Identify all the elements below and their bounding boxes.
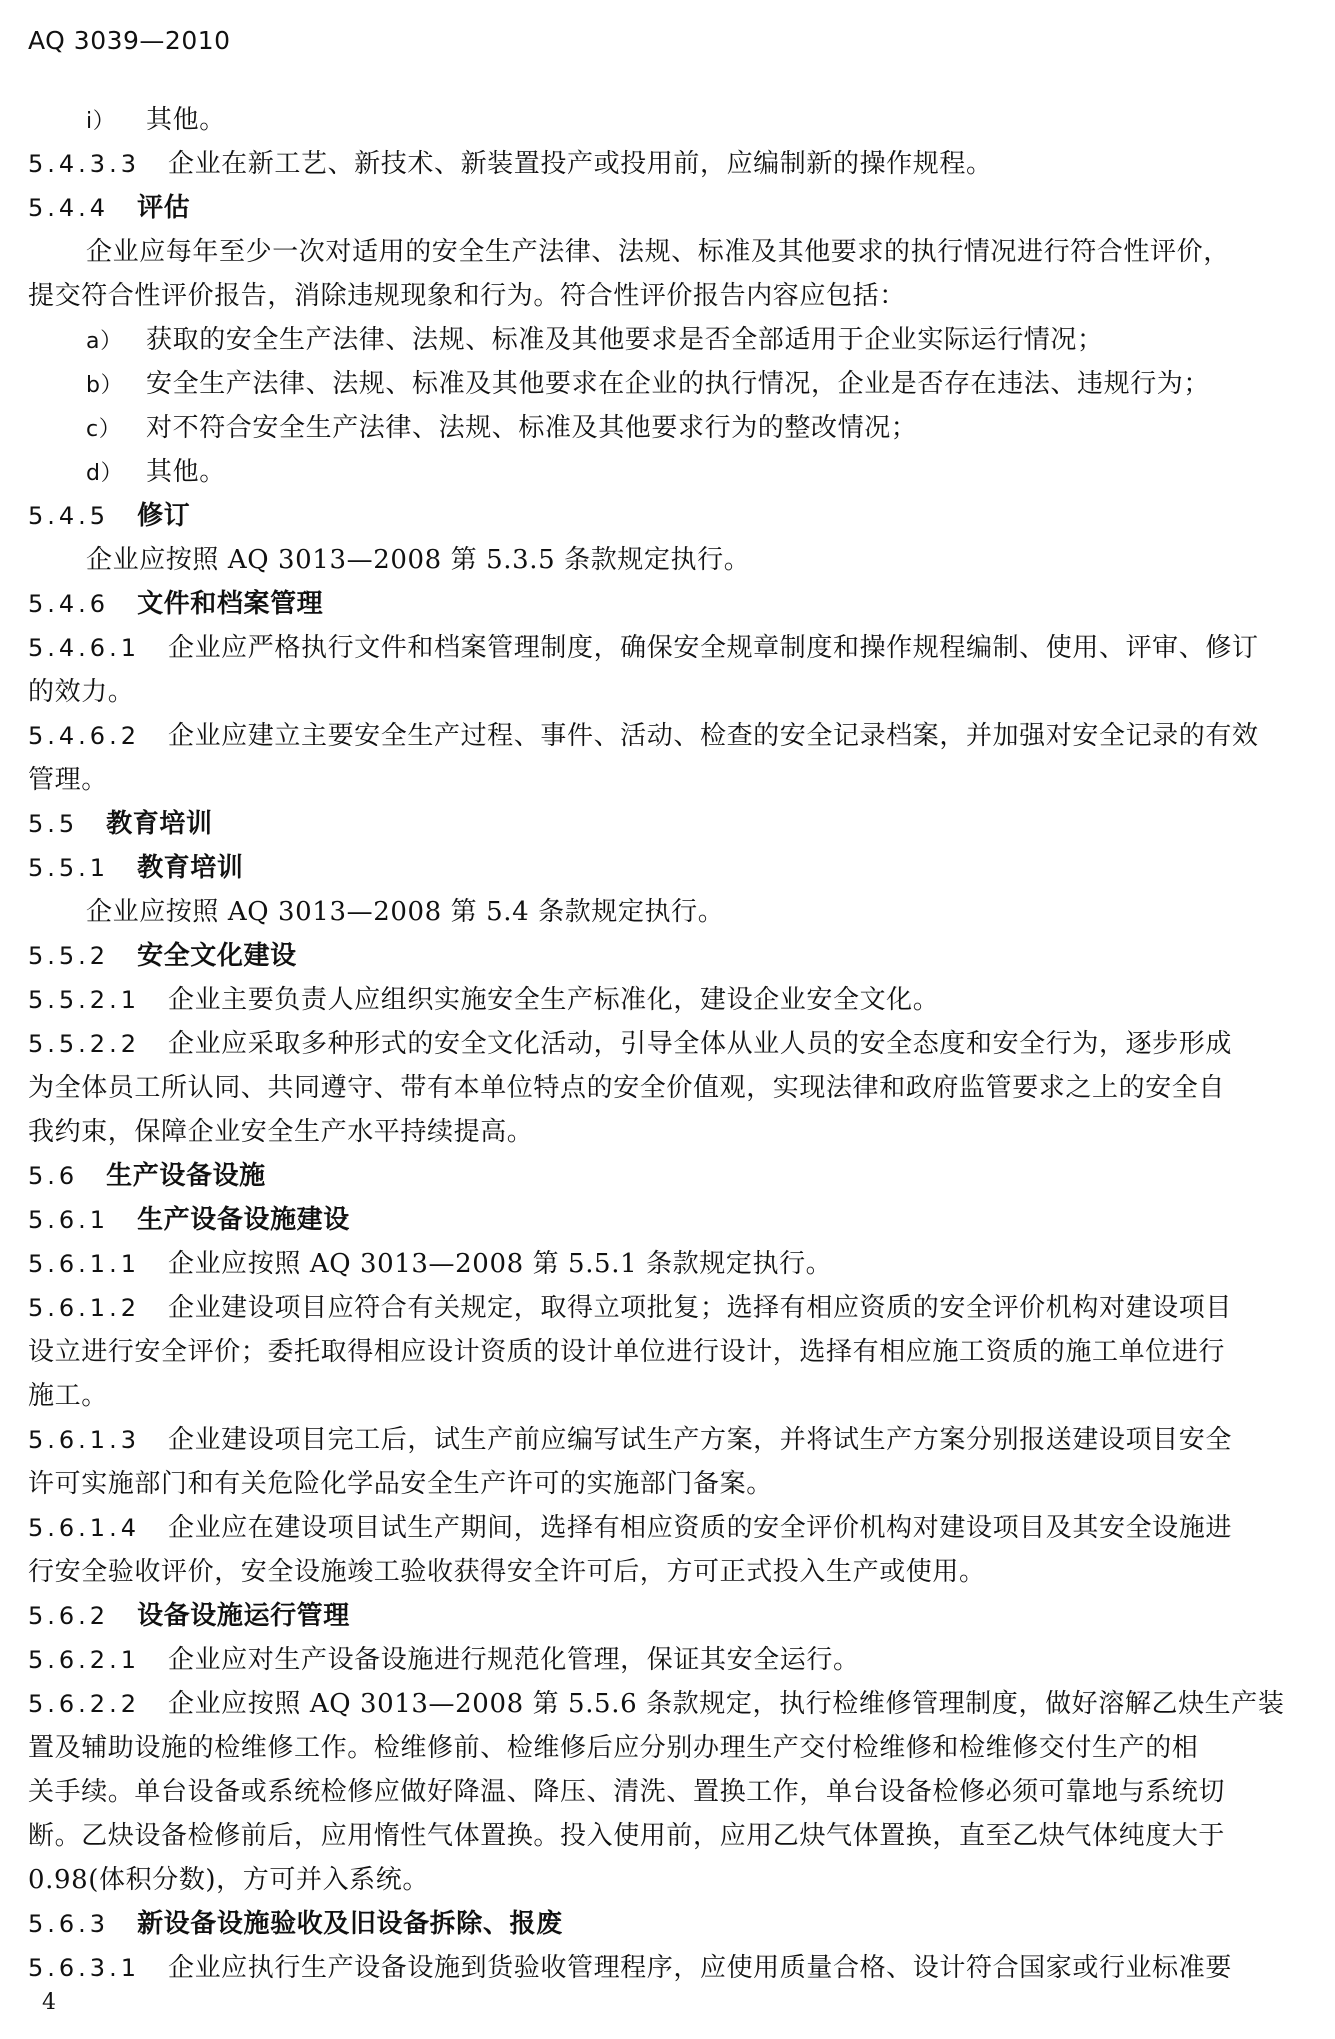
clause-text: 企业建设项目应符合有关规定，取得立项批复；选择有相应资质的安全评价机构对建设项目 xyxy=(167,1293,1232,1323)
clause-number: 5.6.1.2 xyxy=(28,1294,140,1322)
clause-text: 企业主要负责人应组织实施安全生产标准化，建设企业安全文化。 xyxy=(167,985,940,1015)
clause-text: 企业应按照 AQ 3013—2008 第 5.5.6 条款规定，执行检维修管理制度，做好溶解乙炔生产装 xyxy=(167,1689,1285,1719)
clause-text: 企业在新工艺、新技术、新装置投产或投用前，应编制新的操作规程。 xyxy=(167,149,993,179)
section-title: 设备设施运行管理 xyxy=(137,1601,350,1631)
section-title: 评估 xyxy=(137,193,191,223)
list-text: 获取的安全生产法律、法规、标准及其他要求是否全部适用于企业实际运行情况； xyxy=(146,325,1104,355)
clause-number: 5.6.1.4 xyxy=(28,1514,140,1542)
paragraph-line: 提交符合性评价报告，消除违规现象和行为。符合性评价报告内容应包括： xyxy=(28,281,906,311)
clause-text: 企业应执行生产设备设施到货验收管理程序，应使用质量合格、设计符合国家或行业标准要 xyxy=(167,1953,1232,1983)
section-number: 5.5.1 xyxy=(28,854,110,882)
section-number: 5.6 xyxy=(28,1162,79,1190)
clause-number: 5.6.2.1 xyxy=(28,1646,140,1674)
list-marker: c） xyxy=(86,417,122,442)
list-marker: d） xyxy=(86,461,124,486)
section-heading xyxy=(28,802,1308,846)
list-text: 其他。 xyxy=(146,105,226,135)
clause xyxy=(28,1946,1308,1990)
section-heading xyxy=(28,186,1308,230)
paragraph-line: 的效力。 xyxy=(28,677,135,707)
paragraph-line: 企业应每年至少一次对适用的安全生产法律、法规、标准及其他要求的执行情况进行符合性评价， xyxy=(86,237,1230,267)
section-number: 5.4.6 xyxy=(28,590,110,618)
clause xyxy=(28,1022,1308,1066)
clause-number: 5.6.2.2 xyxy=(28,1690,140,1718)
section-number: 5.4.4 xyxy=(28,194,110,222)
clause xyxy=(28,1506,1308,1550)
list-marker: a） xyxy=(86,329,123,354)
clause xyxy=(28,1418,1308,1462)
clause-text: 企业建设项目完工后，试生产前应编写试生产方案，并将试生产方案分别报送建设项目安全 xyxy=(167,1425,1232,1455)
section-heading xyxy=(28,1594,1308,1638)
clause-number: 5.5.2.2 xyxy=(28,1030,140,1058)
paragraph-line: 0.98(体积分数)，方可并入系统。 xyxy=(28,1865,429,1895)
section-heading xyxy=(28,846,1308,890)
clause-text: 企业应按照 AQ 3013—2008 第 5.5.1 条款规定执行。 xyxy=(167,1249,833,1279)
list-text: 对不符合安全生产法律、法规、标准及其他要求行为的整改情况； xyxy=(146,413,918,443)
clause-text: 企业应对生产设备设施进行规范化管理，保证其安全运行。 xyxy=(167,1645,860,1675)
section-number: 5.6.1 xyxy=(28,1206,110,1234)
clause-number: 5.4.6.1 xyxy=(28,634,140,662)
paragraph-line: 断。乙炔设备检修前后，应用惰性气体置换。投入使用前，应用乙炔气体置换，直至乙炔气体纯度大于 xyxy=(28,1821,1226,1851)
paragraph-line: 我约束，保障企业安全生产水平持续提高。 xyxy=(28,1117,534,1147)
clause-number: 5.6.1.3 xyxy=(28,1426,140,1454)
section-title: 生产设备设施建设 xyxy=(137,1205,350,1235)
page-number: 4 xyxy=(42,1990,56,2015)
section-number: 5.4.5 xyxy=(28,502,110,530)
clause-number: 5.5.2.1 xyxy=(28,986,140,1014)
clause xyxy=(28,1682,1308,1726)
section-title: 教育培训 xyxy=(106,809,213,839)
paragraph-line: 为全体员工所认同、共同遵守、带有本单位特点的安全价值观，实现法律和政府监管要求之上的安全自 xyxy=(28,1073,1226,1103)
list-item xyxy=(28,362,1308,406)
paragraph-line: 置及辅助设施的检维修工作。检维修前、检维修后应分别办理生产交付检维修和检维修交付生产的相 xyxy=(28,1733,1199,1763)
section-title: 教育培训 xyxy=(137,853,244,883)
paragraph-line: 许可实施部门和有关危险化学品安全生产许可的实施部门备案。 xyxy=(28,1469,773,1499)
clause-text: 企业应严格执行文件和档案管理制度，确保安全规章制度和操作规程编制、使用、评审、修订 xyxy=(167,633,1259,663)
paragraph-line: 管理。 xyxy=(28,765,108,795)
section-number: 5.5.2 xyxy=(28,942,110,970)
section-number: 5.6.2 xyxy=(28,1602,110,1630)
section-title: 安全文化建设 xyxy=(137,941,297,971)
clause-number: 5.4.6.2 xyxy=(28,722,140,750)
document-body xyxy=(28,98,1308,1990)
paragraph-line: 施工。 xyxy=(28,1381,108,1411)
section-heading xyxy=(28,934,1308,978)
section-title: 修订 xyxy=(137,501,191,531)
list-item xyxy=(28,450,1308,494)
clause-text: 企业应建立主要安全生产过程、事件、活动、检查的安全记录档案，并加强对安全记录的有效 xyxy=(167,721,1259,751)
paragraph-line: 企业应按照 AQ 3013—2008 第 5.3.5 条款规定执行。 xyxy=(86,545,751,575)
section-number: 5.5 xyxy=(28,810,79,838)
list-text: 其他。 xyxy=(146,457,226,487)
list-item xyxy=(28,318,1308,362)
section-heading xyxy=(28,1902,1308,1946)
paragraph-line: 行安全验收评价，安全设施竣工验收获得安全许可后，方可正式投入生产或使用。 xyxy=(28,1557,986,1587)
paragraph-line: 设立进行安全评价；委托取得相应设计资质的设计单位进行设计，选择有相应施工资质的施工单位进行 xyxy=(28,1337,1226,1367)
section-heading xyxy=(28,582,1308,626)
clause xyxy=(28,1242,1308,1286)
section-title: 文件和档案管理 xyxy=(137,589,324,619)
section-heading xyxy=(28,494,1308,538)
list-item xyxy=(28,98,1308,142)
list-marker: b） xyxy=(86,373,124,398)
clause-number: 5.6.1.1 xyxy=(28,1250,140,1278)
list-marker: i） xyxy=(86,109,116,134)
clause-number: 5.4.3.3 xyxy=(28,150,140,178)
section-title: 新设备设施验收及旧设备拆除、报废 xyxy=(137,1909,563,1939)
clause xyxy=(28,1638,1308,1682)
clause xyxy=(28,626,1308,670)
clause xyxy=(28,1286,1308,1330)
list-item xyxy=(28,406,1308,450)
clause-number: 5.6.3.1 xyxy=(28,1954,140,1982)
paragraph-line: 企业应按照 AQ 3013—2008 第 5.4 条款规定执行。 xyxy=(86,897,725,927)
clause-text: 企业应在建设项目试生产期间，选择有相应资质的安全评价机构对建设项目及其安全设施进 xyxy=(167,1513,1232,1543)
clause xyxy=(28,978,1308,1022)
paragraph-line: 关手续。单台设备或系统检修应做好降温、降压、清洗、置换工作，单台设备检修必须可靠地与系统切 xyxy=(28,1777,1226,1807)
list-text: 安全生产法律、法规、标准及其他要求在企业的执行情况，企业是否存在违法、违规行为； xyxy=(146,369,1211,399)
clause-text: 企业应采取多种形式的安全文化活动，引导全体从业人员的安全态度和安全行为，逐步形成 xyxy=(167,1029,1232,1059)
clause xyxy=(28,142,1308,186)
section-number: 5.6.3 xyxy=(28,1910,110,1938)
section-heading xyxy=(28,1198,1308,1242)
clause xyxy=(28,714,1308,758)
standard-code-header: AQ 3039—2010 xyxy=(28,26,231,55)
section-title: 生产设备设施 xyxy=(106,1161,266,1191)
section-heading xyxy=(28,1154,1308,1198)
